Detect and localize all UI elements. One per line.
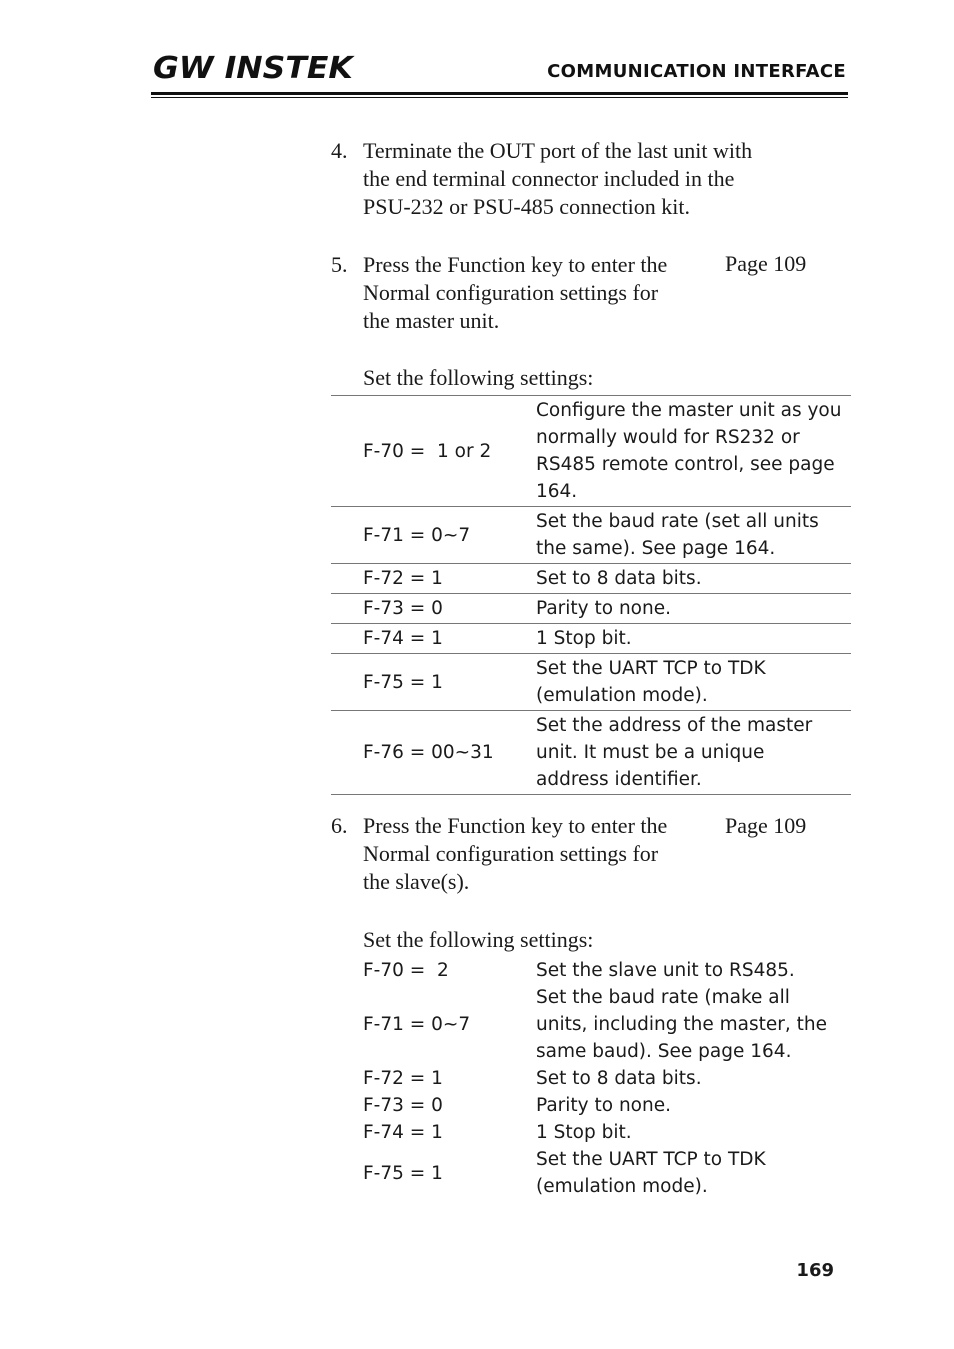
setting-description	[536, 654, 851, 710]
setting-code: F-72 = 1	[363, 1068, 443, 1089]
set-following-label: Set the following settings:	[363, 927, 594, 952]
page-reference: Page 109	[725, 251, 807, 276]
setting-description	[536, 1092, 851, 1119]
setting-description	[536, 1146, 851, 1200]
step-number: 5.	[331, 252, 348, 277]
desc-line: Configure the master unit as you	[536, 400, 842, 421]
step-number: 6.	[331, 813, 348, 838]
step-line: the end terminal connector included in the	[363, 166, 735, 191]
step-text	[363, 251, 667, 335]
setting-code: F-76 = 00~31	[363, 742, 494, 763]
step-line: Normal configuration settings for	[363, 280, 659, 305]
setting-code: F-70 = 1 or 2	[363, 440, 492, 462]
page-reference: Page 109	[725, 813, 807, 838]
slave-settings-table	[331, 957, 851, 1200]
table-row	[331, 507, 851, 564]
step-line: the slave(s).	[363, 869, 470, 894]
setting-code: F-72 = 1	[363, 568, 443, 589]
gw-instek-logo: GW INSTEK	[153, 51, 353, 86]
setting-code: F-73 = 0	[363, 1095, 443, 1116]
desc-line: unit. It must be a unique	[536, 742, 765, 763]
table-row	[331, 1065, 851, 1092]
table-row	[331, 624, 851, 654]
step-line: Press the Function key to enter the	[363, 813, 668, 838]
page-number: 169	[796, 1260, 834, 1281]
setting-code: F-75 = 1	[363, 1162, 443, 1184]
desc-line: 164.	[536, 481, 578, 502]
table-row	[331, 594, 851, 624]
set-following-label: Set the following settings:	[363, 365, 594, 390]
desc-line: (emulation mode).	[536, 685, 708, 706]
step-line: PSU-232 or PSU-485 connection kit.	[363, 194, 690, 219]
table-row	[331, 984, 851, 1065]
desc-line: RS485 remote control, see page	[536, 454, 835, 475]
step-line: the master unit.	[363, 308, 500, 333]
desc-line: Parity to none.	[536, 598, 671, 619]
header-rule	[151, 92, 848, 95]
table-row	[331, 654, 851, 711]
setting-description	[536, 984, 851, 1065]
desc-line: Set the slave unit to RS485.	[536, 960, 795, 981]
setting-code: F-71 = 0~7	[363, 1014, 471, 1035]
desc-line: Set the UART TCP to TDK	[536, 658, 766, 679]
desc-line: Set to 8 data bits.	[536, 1068, 702, 1089]
table-row	[331, 564, 851, 594]
setting-code: F-73 = 0	[363, 598, 443, 619]
section-title: COMMUNICATION INTERFACE	[547, 61, 846, 82]
table-row	[331, 395, 851, 507]
setting-description	[536, 624, 851, 653]
step-line: Terminate the OUT port of the last unit with	[363, 138, 753, 163]
setting-description	[536, 507, 851, 563]
table-row	[331, 711, 851, 795]
desc-line: Set the baud rate (make all	[536, 987, 790, 1008]
desc-line: same baud). See page 164.	[536, 1041, 792, 1062]
master-settings-table	[331, 395, 851, 795]
desc-line: (emulation mode).	[536, 1176, 708, 1197]
desc-line: units, including the master, the	[536, 1014, 827, 1035]
table-row	[331, 1146, 851, 1200]
table-row	[331, 1119, 851, 1146]
desc-line: 1 Stop bit.	[536, 628, 632, 649]
desc-line: normally would for RS232 or	[536, 427, 800, 448]
setting-description	[536, 564, 851, 593]
setting-description	[536, 594, 851, 623]
desc-line: address identifier.	[536, 769, 702, 790]
table-row	[331, 957, 851, 984]
setting-code: F-74 = 1	[363, 628, 443, 649]
step-line: Normal configuration settings for	[363, 841, 659, 866]
header-rule-thin	[151, 97, 848, 98]
step-number: 4.	[331, 138, 348, 163]
step-text	[363, 137, 752, 221]
desc-line: Set the baud rate (set all units	[536, 511, 819, 532]
step-line: Press the Function key to enter the	[363, 252, 668, 277]
step-text	[363, 812, 667, 896]
desc-line: Set the UART TCP to TDK	[536, 1149, 766, 1170]
setting-code: F-74 = 1	[363, 1122, 443, 1143]
setting-code: F-71 = 0~7	[363, 524, 471, 546]
setting-code: F-75 = 1	[363, 671, 443, 693]
setting-description	[536, 1119, 851, 1146]
setting-code: F-70 = 2	[363, 960, 449, 981]
setting-description	[536, 957, 851, 984]
desc-line: Set to 8 data bits.	[536, 568, 702, 589]
desc-line: 1 Stop bit.	[536, 1122, 632, 1143]
table-row	[331, 1092, 851, 1119]
setting-description	[536, 1065, 851, 1092]
desc-line: Parity to none.	[536, 1095, 671, 1116]
setting-description	[536, 396, 851, 506]
desc-line: Set the address of the master	[536, 715, 813, 736]
setting-description	[536, 711, 851, 794]
desc-line: the same). See page 164.	[536, 538, 776, 559]
